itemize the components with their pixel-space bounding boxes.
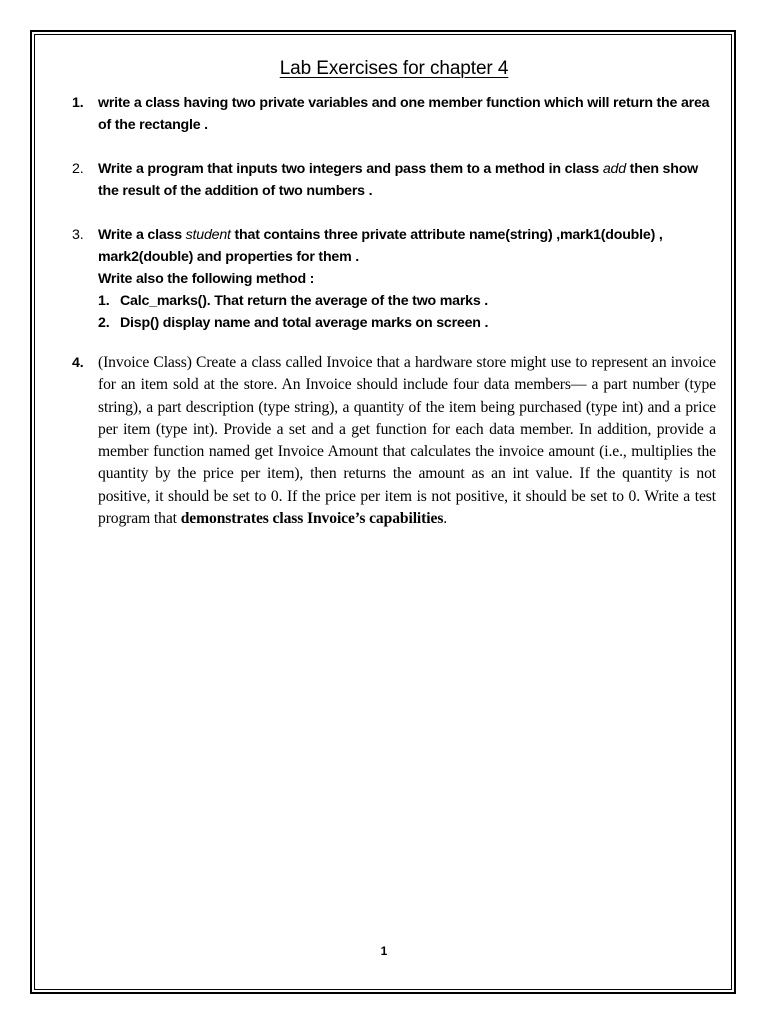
- exercise-2: [72, 158, 716, 202]
- exercise-text: [98, 224, 716, 334]
- exercise-text-part: Write a program that inputs two integers and pass them to a method in class: [98, 161, 603, 177]
- exercise-number: 4.: [72, 355, 84, 371]
- exercise-text: [98, 352, 716, 530]
- exercise-italic-term: add: [602, 161, 626, 177]
- page-number: 1: [380, 944, 388, 958]
- exercise-1: [72, 92, 716, 136]
- exercise-text-part: Write a class: [98, 227, 186, 243]
- exercise-text-part: that contains three private attribute name(string) ,mark1(double) , mark2(double) and properties for them .: [98, 227, 663, 265]
- exercise-paragraph: [98, 224, 716, 268]
- sub-item-text: Calc_marks(). That return the average of the two marks .: [120, 293, 489, 309]
- exercise-3: [72, 224, 716, 334]
- sub-item-number: 2.: [98, 315, 110, 331]
- exercise-number: 1.: [72, 95, 84, 111]
- sub-list: [98, 290, 716, 334]
- exercise-text: [98, 158, 716, 202]
- sub-item-number: 1.: [98, 293, 110, 309]
- document-body: [72, 58, 716, 530]
- exercise-text-part: (Invoice Class) Create a class called Invoice that a hardware store might use to represent an invoice for an item sold at the store. An Invoice should include four data members— a part number (type string), a part description (type string), a quantity of the item being purchased (type int) and a price per item (type int). Provide a set and a get function for each data member. In addition, provide a member function named get Invoice Amount that calculates the invoice amount (i.e., multiplies the quantity by the price per item), then returns the amount as an int value. If the quantity is not positive, it should be set to 0. If the price per item is not positive, it should be set to 0. Write a test program that: [98, 354, 716, 528]
- sub-item: [98, 312, 716, 334]
- exercise-text: write a class having two private variables and one member function which will return the area of the rectangle .: [98, 95, 710, 133]
- exercise-number: 2.: [72, 161, 84, 177]
- sub-item-text: Disp() display name and total average marks on screen .: [120, 315, 489, 331]
- exercise-number: 3.: [72, 227, 84, 243]
- exercise-bold-phrase: demonstrates class Invoice’s capabilities: [180, 510, 444, 528]
- exercise-italic-term: student: [185, 227, 231, 243]
- exercise-text-part: then show the result of the addition of two numbers .: [98, 161, 699, 199]
- exercise-4: [72, 352, 716, 530]
- sub-item: [98, 290, 716, 312]
- exercise-line: Write also the following method :: [98, 271, 315, 287]
- page-title: Lab Exercises for chapter 4: [279, 58, 509, 79]
- exercise-text-part: .: [443, 510, 448, 528]
